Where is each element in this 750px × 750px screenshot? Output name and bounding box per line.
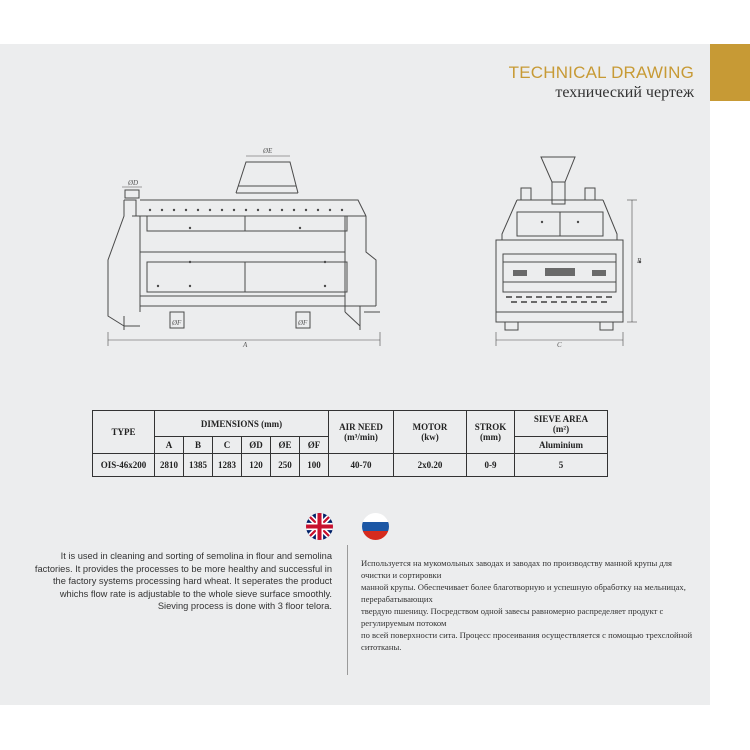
- description-russian-line: Используется на мукомольных заводах и заводах по производству манной крупы для очистки и сортировки: [361, 558, 672, 580]
- header-type: TYPE: [93, 411, 155, 454]
- cell-dim-d: 120: [242, 454, 271, 477]
- cell-dim-c: 1283: [213, 454, 242, 477]
- header-strok-unit: (mm): [480, 432, 501, 442]
- header-sieve-area-unit: (m²): [552, 423, 570, 434]
- header-air-need-unit: (m³/min): [344, 432, 378, 442]
- description-russian: [361, 557, 701, 653]
- header-motor-unit: (kw): [421, 432, 439, 442]
- cell-sieve-area: 5: [515, 454, 608, 477]
- table-row: [93, 454, 608, 477]
- dimension-label-e: ØE: [263, 147, 273, 155]
- dimension-label-a: A: [243, 341, 248, 349]
- cell-type: OIS-46x200: [93, 454, 155, 477]
- specification-table: [92, 410, 608, 477]
- cell-dim-a: 2810: [155, 454, 184, 477]
- section-title-russian: технический чертеж: [555, 84, 694, 101]
- header-dim-f: ØF: [300, 437, 329, 454]
- language-divider: [347, 545, 348, 675]
- header-dim-e: ØE: [271, 437, 300, 454]
- section-title-english: TECHNICAL DRAWING: [508, 63, 694, 82]
- header-motor-label: MOTOR: [412, 422, 448, 432]
- header-sieve-material: Aluminium: [515, 437, 608, 454]
- dimension-label-b: B: [637, 257, 642, 265]
- dimension-label-f-right: ØF: [298, 319, 308, 327]
- cell-dim-e: 250: [271, 454, 300, 477]
- russia-flag-icon: [362, 513, 389, 540]
- header-dim-c: C: [213, 437, 242, 454]
- cell-strok: 0-9: [467, 454, 515, 477]
- cell-dim-b: 1385: [184, 454, 213, 477]
- header-dim-b: B: [184, 437, 213, 454]
- description-english: It is used in cleaning and sorting of semolina in flour and semolina factories. It provides the processes to be more healthy and successful in the factory systems processing hard wheat. It seperates the product whichs flow rate is adjustable to the whole sieve surface smoothly. Sieving process is done with 3 floor telora.: [34, 551, 332, 611]
- uk-flag-icon: [306, 513, 333, 540]
- dimension-label-f-left: ØF: [172, 319, 182, 327]
- description-russian-line: твердую пшеницу. Посредством одной завесы равномерно распределяет продукт с регулируемым потоком: [361, 606, 664, 628]
- header-dimensions: DIMENSIONS (mm): [155, 411, 329, 437]
- header-air-need: [329, 411, 394, 454]
- description-russian-line: по всей поверхности сита. Процесс просеивания осуществляется с помощью трехслойной ситотканы.: [361, 630, 693, 652]
- header-air-need-label: AIR NEED: [339, 422, 383, 432]
- cell-dim-f: 100: [300, 454, 329, 477]
- description-russian-line: манной крупы. Обеспечивает более благотворную и успешную обработку на мельницах, перерабатывающих: [361, 582, 686, 604]
- dimension-label-d: ØD: [128, 179, 139, 187]
- cell-air-need: 40-70: [329, 454, 394, 477]
- header-strok-label: STROK: [474, 422, 507, 432]
- header-sieve-area: [515, 411, 608, 437]
- header-dim-d: ØD: [242, 437, 271, 454]
- header-sieve-area-label: SIEVE AREA: [533, 413, 589, 424]
- header-dim-a: A: [155, 437, 184, 454]
- header-motor: [394, 411, 467, 454]
- header-strok: [467, 411, 515, 454]
- cell-motor: 2x0.20: [394, 454, 467, 477]
- dimension-label-c: C: [557, 341, 562, 349]
